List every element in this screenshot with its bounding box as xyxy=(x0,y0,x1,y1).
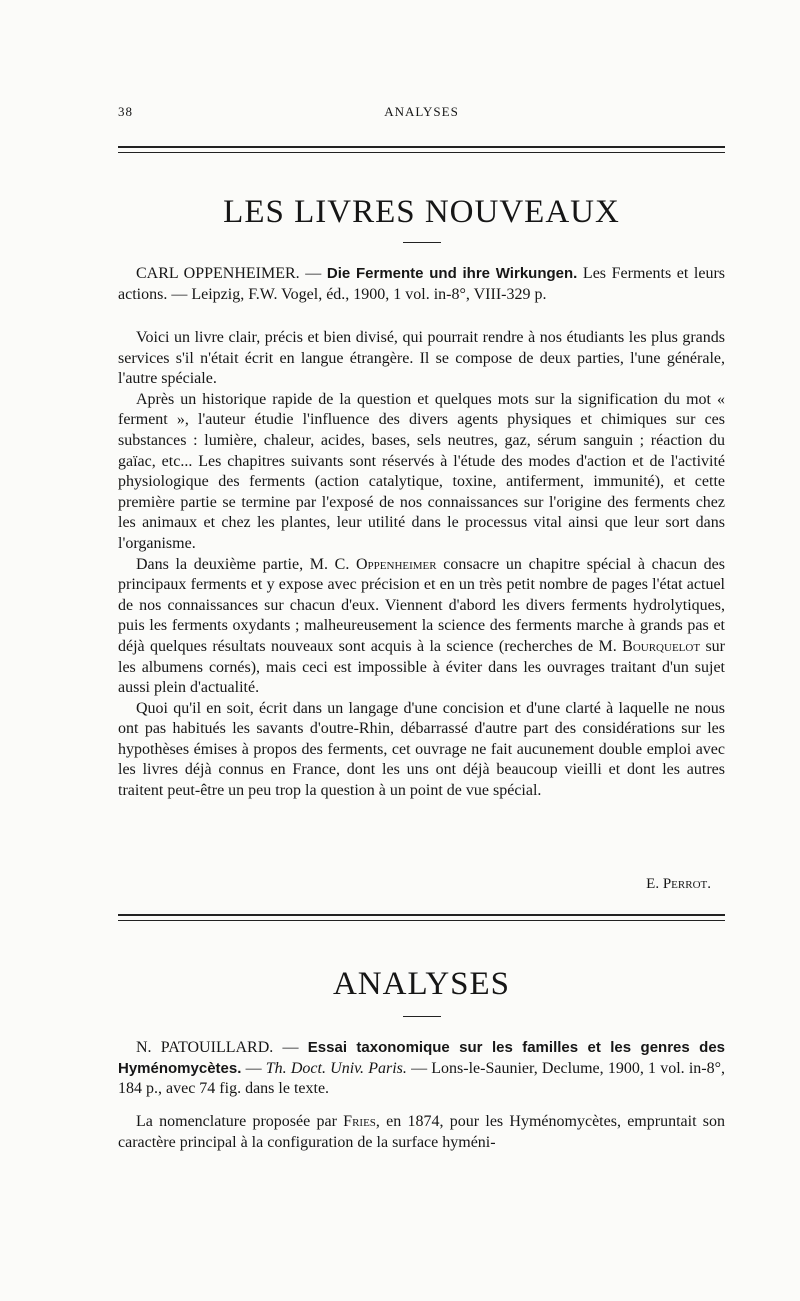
entry-publication: Les Ferments et leurs actions. — Leipzig, F.W. Vogel, éd., 1900, 1 vol. in-8°, VIII-329 p. xyxy=(118,265,725,303)
review-body xyxy=(118,328,725,802)
entry2-publication: — Lons-le-Saunier, Declume, 1900, 1 vol. in-8°, 184 p., avec 74 fig. dans le texte. xyxy=(118,1059,726,1098)
a1-name: Fries xyxy=(343,1113,376,1130)
p3-text-b: consacre un chapitre spécial à chacun des principaux ferments et y expose avec précision et en un très petit nombre de pages l'état actuel de nos connaissances sur chacun d'eux. Viennent d'abord les divers ferments hydrolytiques, puis les ferments oxydants ; malheureusement la science des ferments marche à grands pas et déjà quelques résultats nouveaux sont acquis à la science (recherches de M. xyxy=(118,555,725,655)
signature-initial: E. xyxy=(646,876,663,892)
paragraph-1: Voici un livre clair, précis et bien divisé, qui pourrait rendre à nos étudiants les plus grands services s'il n'était écrit en langue étrangère. Il se compose de deux parties, l'une générale, l'autre spéciale. xyxy=(118,329,725,388)
section-title-analyses: ANALYSES xyxy=(332,966,511,1002)
entry2-dash: — xyxy=(273,1039,308,1056)
running-title: ANALYSES xyxy=(384,104,459,119)
p3-text-c: sur les albumens cornés), mais ceci est impossible à éviter dans les ouvrages traitant d'un sujet aussi plein d'actualité. xyxy=(118,637,725,697)
paragraph-4: Quoi qu'il en soit, écrit dans un langage d'une concision et d'une clarté à laquelle ne nous ont pas habitués les savants d'outre-Rhin, débarrassé d'autre part des considérations sur les hypothèses émises à propos des ferments, cet ouvrage ne fait aucunement double emploi avec les livres déjà connus en France, dont les uns ont déjà beaucoup vieilli et dont les autres traitent peut-être un peu trop la question à un point de vue spécial. xyxy=(118,699,725,800)
author-name: Oppenheimer xyxy=(356,555,437,573)
double-rule-top xyxy=(118,146,725,148)
title-underline-2 xyxy=(403,1016,441,1017)
section-title-livres: LES LIVRES NOUVEAUX xyxy=(223,194,620,230)
signature-name: Perrot. xyxy=(662,876,711,892)
a1-text-b: , en 1874, pour les Hyménomycètes, empruntait son caractère principal à la configuration de la surface hyméni- xyxy=(118,1113,725,1151)
entry-book-title: Die Fermente und ihre Wirkungen. xyxy=(326,265,578,282)
running-header xyxy=(118,104,725,122)
title-underline xyxy=(403,242,441,243)
entry2-thesis: Th. Doct. Univ. Paris. xyxy=(265,1059,407,1077)
page-number: 38 xyxy=(118,104,133,119)
analysis-body xyxy=(118,1112,725,1153)
analysis-paragraph-1 xyxy=(118,1112,725,1153)
cited-name: Bourquelot xyxy=(622,637,701,655)
entry2-author: N. PATOUILLARD. xyxy=(136,1039,274,1056)
entry-dash: — xyxy=(299,265,327,282)
entry-author: CARL OPPENHEIMER. xyxy=(136,265,300,282)
a1-text-a: La nomenclature proposée par xyxy=(136,1113,344,1130)
entry2-title: Essai taxonomique sur les familles et les genres des Hyménomycètes. xyxy=(118,1039,726,1077)
book-entry-patouillard xyxy=(118,1038,725,1100)
book-entry-oppenheimer xyxy=(118,264,725,305)
entry2-dash-2: — xyxy=(241,1059,266,1077)
p3-text-a: Dans la deuxième partie, M. C. xyxy=(136,555,356,573)
double-rule-middle xyxy=(118,914,725,916)
paragraph-3 xyxy=(118,555,725,699)
signature xyxy=(118,876,711,893)
paragraph-2: Après un historique rapide de la question et quelques mots sur la signification du mot « ferment », l'auteur étudie l'influence des divers agents physiques et chimiques sur ces substances : lumière, chaleur, acides, bases, sels neutres, gaz, sérum sanguin ; réaction du gaïac, etc... Les chapitres suivants sont réservés à l'étude des modes d'action et de l'activité physiologique des ferments (action catalytique, toxine, antiferment, immunité), et cette première partie se termine par l'exposé de nos connaissances sur l'origine des ferments chez les animaux et chez les plantes, leur utilité dans le processus vital ainsi que leur sort dans l'organisme. xyxy=(118,390,725,552)
